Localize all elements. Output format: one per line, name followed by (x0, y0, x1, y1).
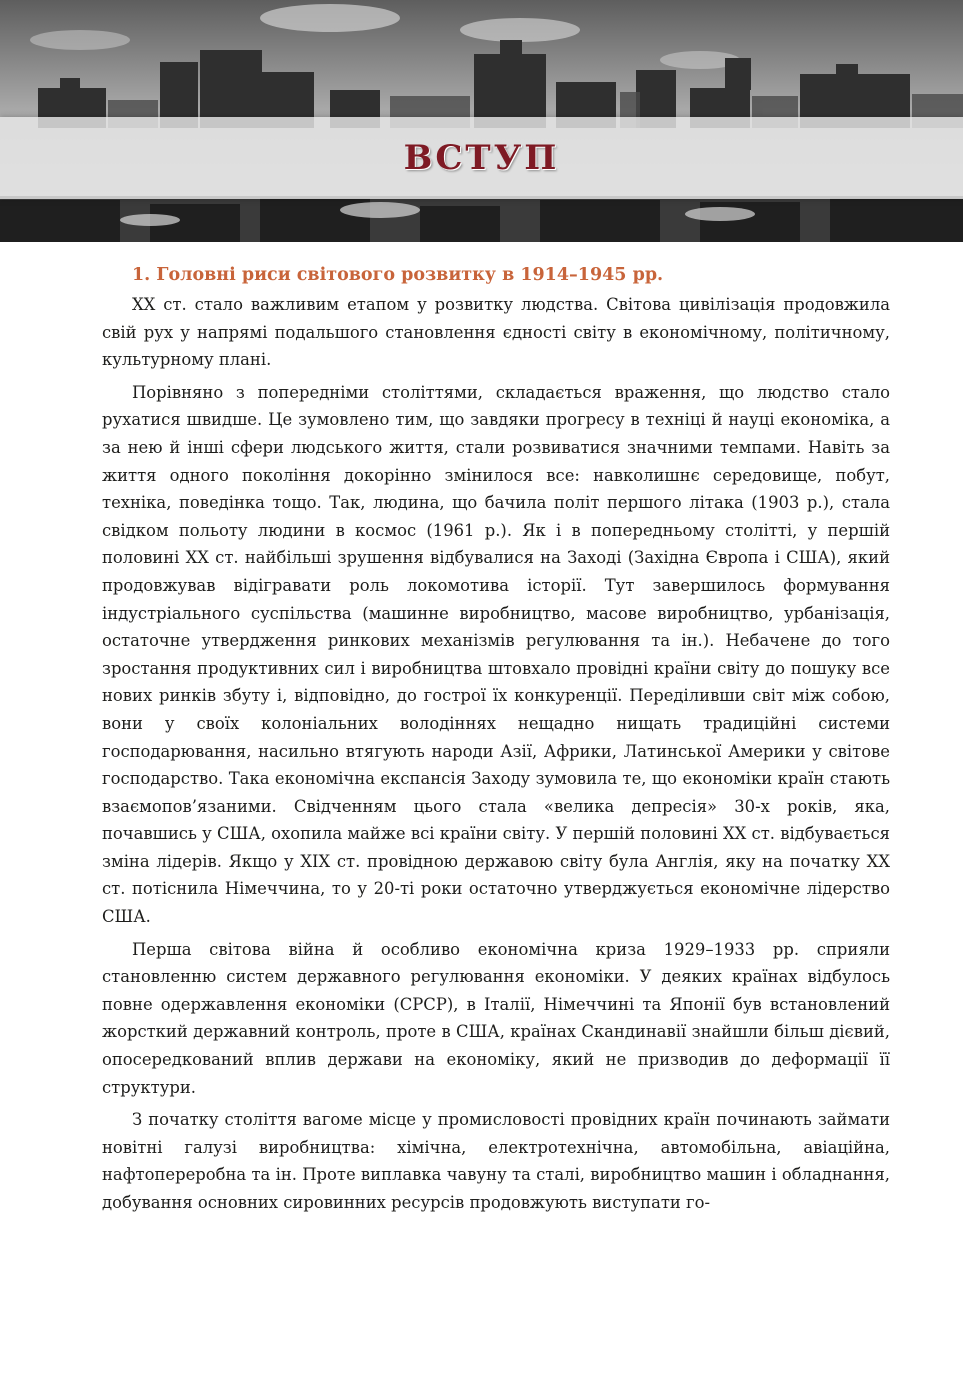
title-band (0, 117, 963, 199)
main-content (102, 262, 890, 1222)
paragraph-4: З початку століття вагоме місце у промисловості провідних країн починають займати новітні галузі виробництва: хімічна, електротехнічна, автомобільна, авіаційна, нафтопереробна та ін. Проте виплавка чавуну та сталі, виробництво машин і обладнання, добування основних сировинних ресурсів продовжують виступати го- (102, 1110, 890, 1212)
paragraph-1: ХХ ст. стало важливим етапом у розвитку людства. Світова цивілізація продовжила свій рух у напрямі подальшого становлення єдності світу в економічному, політичному, культурному плані. (102, 295, 890, 370)
paragraph-2: Порівняно з попередніми століттями, складається враження, що людство стало рухатися швидше. Це зумовлено тим, що завдяки прогресу в техніці й науці економіка, а за нею й інші сфери людського життя, стали розвиватися значними темпами. Навіть за життя одного покоління докорінно змінилося все: навколишнє середовище, побут, техніка, поведінка тощо. Так, людина, що бачила політ першого літака (1903 р.), стала свідком польоту людини в космос (1961 р.). Як і в попередньому столітті, у першій половині ХХ ст. найбільші зрушення відбувалися на Заході (Західна Європа і США), який продовжував відігравати роль локомотива історії. Тут завершилось формування індустріального суспільства (машинне виробництво, масове виробництво, урбанізація, остаточне утвердження ринкових механізмів регулювання та ін.). Небачене до того зростання продуктивних сил і виробництва штовхало провідні країни світу до пошуку все нових ринків збуту і, відповідно, до гострої їх конкуренції. Переділивши світ між собою, вони у своїх колоніальних володіннях нещадно нищать традиційні системи господарювання, насильно втягують народи Азії, Африки, Латинської Америки у світове господарство. Така економічна експансія Заходу зумовила те, що економіки країн стають взаємопов’язаними. Свідченням цього стала «велика депресія» 30-х років, яка, почавшись у США, охопила майже всі країни світу. У першій половині ХХ ст. відбувається зміна лідерів. Якщо у ХІХ ст. провідною державою світу була Англія, яку на початку ХХ ст. потіснила Німеччина, то у 20-ті роки остаточно утверджується економічне лідерство США. (102, 382, 890, 927)
paragraph-3: Перша світова війна й особливо економічна криза 1929–1933 рр. сприяли становленню систем державного регулювання економіки. У деяких країнах відбулось повне одержавлення економіки (СРСР), в Італії, Німеччині та Японії був встановлений жорсткий державний контроль, проте в США, країнах Скандинавії знайшли більш дієвий, опосередкований вплив держави на економіку, який не призводив до деформації її структури. (102, 939, 890, 1097)
page-title: ВСТУП (403, 138, 560, 178)
section-heading: 1. Головні риси світового розвитку в 1914–1945 рр. (132, 265, 664, 285)
header-banner (0, 0, 963, 242)
